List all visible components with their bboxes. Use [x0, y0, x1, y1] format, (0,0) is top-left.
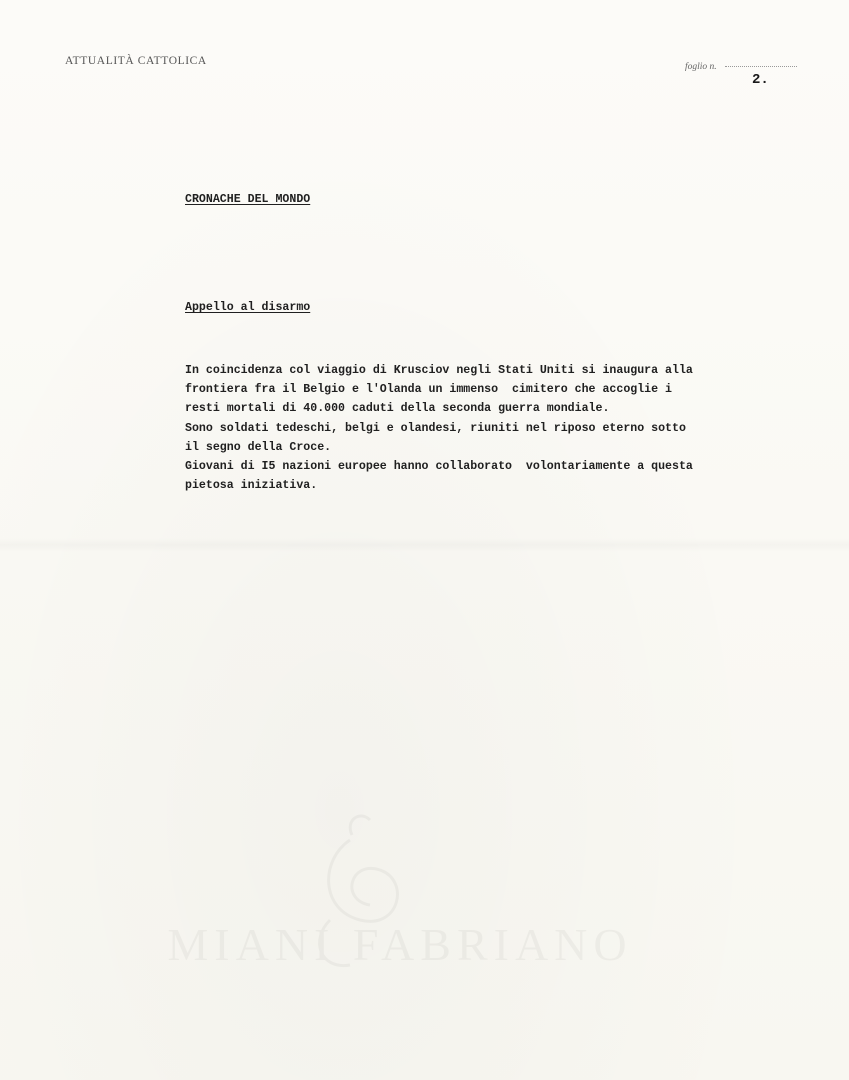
- article-line: pietosa iniziativa.: [185, 479, 318, 493]
- article-line: il segno della Croce.: [185, 440, 332, 454]
- article-line: resti mortali di 40.000 caduti della seconda guerra mondiale.: [185, 402, 610, 416]
- article-line: frontiera fra il Belgio e l'Olanda un immenso cimitero che accoglie i: [185, 383, 673, 397]
- publication-letterhead: ATTUALITÀ CATTOLICA: [65, 55, 207, 67]
- paper-watermark: [120, 800, 680, 1020]
- page-number: 2.: [752, 72, 769, 88]
- article-title: Appello al disarmo: [185, 301, 311, 314]
- section-title: CRONACHE DEL MONDO: [185, 193, 311, 206]
- sheet-number-field: [685, 56, 797, 72]
- sheet-number-line: [725, 66, 797, 67]
- article-line: Sono soldati tedeschi, belgi e olandesi, riuniti nel riposo eterno sotto: [185, 421, 686, 435]
- article-line: In coincidenza col viaggio di Krusciov negli Stati Uniti si inaugura alla: [185, 364, 693, 377]
- paper-fold: [0, 538, 849, 552]
- article-body: [185, 361, 805, 495]
- article-line: Giovani di I5 nazioni europee hanno collaborato volontariamente a questa: [185, 460, 693, 474]
- watermark-text: [167, 919, 632, 970]
- sheet-number-label: foglio n.: [685, 62, 717, 72]
